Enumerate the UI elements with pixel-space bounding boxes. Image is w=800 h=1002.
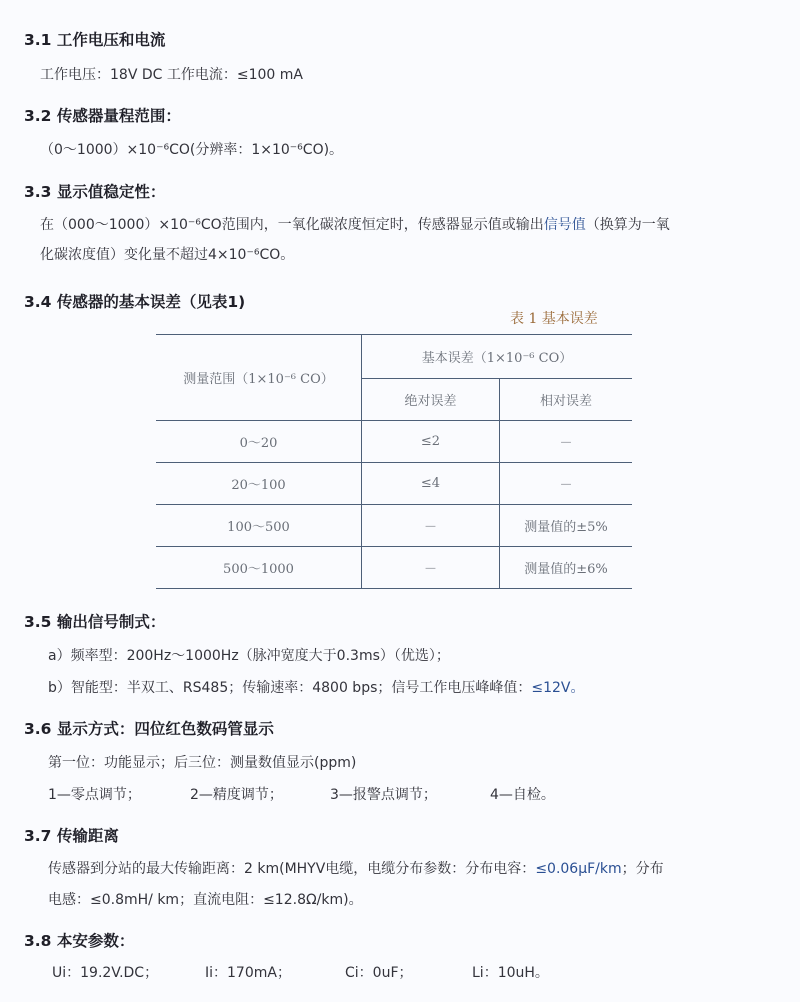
param-ci: Ci：0uF； <box>345 965 413 981</box>
signal-value-term: 信号值 <box>543 217 586 233</box>
table-row <box>156 421 632 463</box>
abs-cell: － <box>362 547 500 589</box>
section-3-4-heading: 3.4 传感器的基本误差（见表1) <box>24 293 246 311</box>
section-3-5-a: a）频率型：200Hz～1000Hz（脉冲宽度大于0.3ms）（优选）； <box>48 648 450 664</box>
range-cell: 20～100 <box>156 463 362 505</box>
section-3-1-heading: 3.1 工作电压和电流 <box>24 31 166 49</box>
range-cell: 0～20 <box>156 421 362 463</box>
section-3-6-item-3: 3—报警点调节； <box>330 787 437 803</box>
section-3-3-heading: 3.3 显示值稳定性： <box>24 183 166 201</box>
abs-cell: － <box>362 505 500 547</box>
table-row <box>156 505 632 547</box>
section-3-6-item-2: 2—精度调节； <box>190 787 283 803</box>
section-3-6-line1: 第一位：功能显示；后三位：测量数值显示(ppm) <box>48 755 357 771</box>
rel-cell: 测量值的±5% <box>500 505 633 547</box>
abs-error-header: 绝对误差 <box>362 379 500 421</box>
error-header: 基本误差（1×10⁻⁶ CO） <box>362 335 633 379</box>
param-li: Li：10uH。 <box>472 965 549 981</box>
range-header: 测量范围（1×10⁻⁶ CO） <box>156 335 362 421</box>
section-3-5-b-text: b）智能型：半双工、RS485；传输速率：4800 bps；信号工作电压峰峰值： <box>48 680 532 696</box>
abs-cell: ≤4 <box>362 463 500 505</box>
section-3-3-line1-a: 在（000～1000）×10⁻⁶CO范围内，一氧化碳浓度恒定时，传感器显示值或输出 <box>40 217 544 233</box>
section-3-7-line2: 电感：≤0.8mH/ km；直流电阻：≤12.8Ω/km)。 <box>48 892 363 908</box>
section-3-8-heading: 3.8 本安参数： <box>24 932 135 950</box>
param-ui: Ui：19.2V.DC； <box>52 965 159 981</box>
rel-cell: － <box>500 463 633 505</box>
range-cell: 100～500 <box>156 505 362 547</box>
table-row <box>156 463 632 505</box>
section-3-3-line1 <box>40 214 670 234</box>
peak-voltage-value: ≤12V。 <box>531 680 585 696</box>
section-3-2-heading: 3.2 传感器量程范围： <box>24 107 181 125</box>
section-3-2-text: （0～1000）×10⁻⁶CO(分辨率：1×10⁻⁶CO)。 <box>40 142 344 158</box>
section-3-3-line1-c: （换算为一氧 <box>585 217 670 233</box>
param-ii: Ii：170mA； <box>205 965 291 981</box>
rel-cell: － <box>500 421 633 463</box>
section-3-7-heading: 3.7 传输距离 <box>24 827 119 845</box>
section-3-7-line1 <box>48 858 664 878</box>
capacitance-value: ≤0.06µF/km <box>535 861 622 877</box>
table-caption: 表 1 基本误差 <box>510 311 598 327</box>
rel-cell: 测量值的±6% <box>500 547 633 589</box>
section-3-1-text: 工作电压：18V DC 工作电流：≤100 mA <box>40 67 303 83</box>
section-3-5-heading: 3.5 输出信号制式： <box>24 613 166 631</box>
section-3-6-heading: 3.6 显示方式：四位红色数码管显示 <box>24 720 274 738</box>
section-3-7-line1-c: ；分布 <box>621 861 664 877</box>
table-row <box>156 547 632 589</box>
section-3-5-b <box>48 677 585 697</box>
abs-cell: ≤2 <box>362 421 500 463</box>
basic-error-table <box>156 334 632 589</box>
section-3-7-line1-a: 传感器到分站的最大传输距离：2 km(MHYV电缆，电缆分布参数：分布电容： <box>48 861 536 877</box>
section-3-6-item-1: 1—零点调节； <box>48 787 141 803</box>
section-3-6-item-4: 4—自检。 <box>490 787 555 803</box>
range-cell: 500～1000 <box>156 547 362 589</box>
rel-error-header: 相对误差 <box>500 379 633 421</box>
section-3-3-line2: 化碳浓度值）变化量不超过4×10⁻⁶CO。 <box>40 247 295 263</box>
